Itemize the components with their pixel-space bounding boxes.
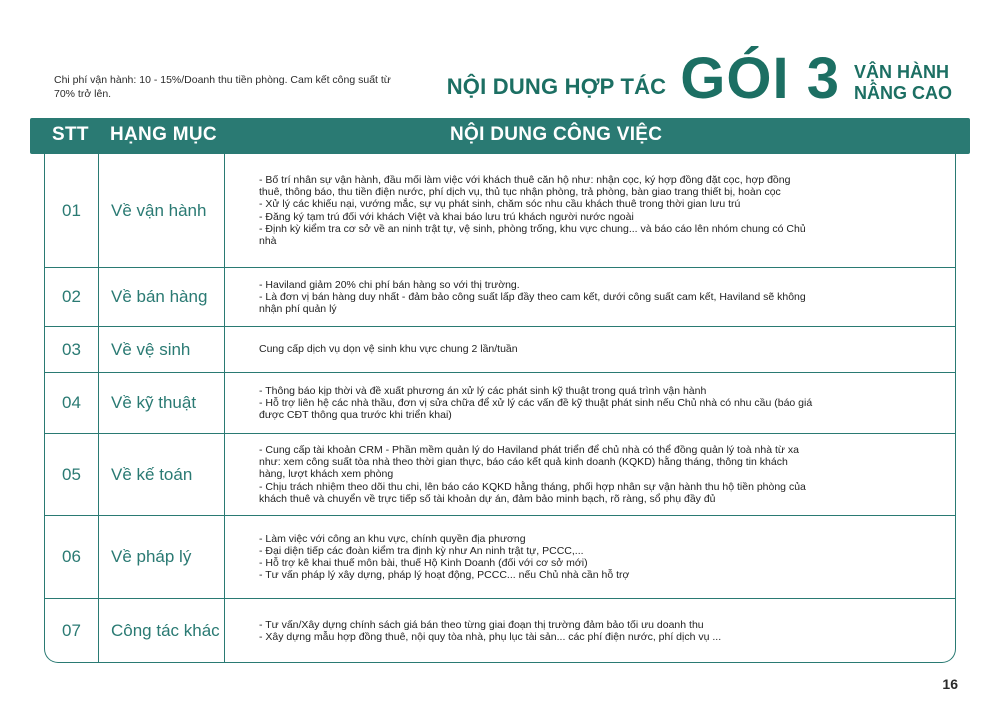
title-sub-line2: NÂNG CAO [854, 83, 952, 103]
row-category: Công tác khác [99, 599, 225, 663]
content-line: - Tư vấn pháp lý xây dựng, pháp lý hoạt động, PCCC... nếu Chủ nhà cần hỗ trợ [259, 569, 630, 582]
table-row [45, 434, 955, 516]
row-category: Về vận hành [99, 154, 225, 267]
content-line: - Hỗ trợ liên hệ các nhà thầu, đơn vị sửa chữa để xử lý các vấn đề kỹ thuật phát sinh nếu Chủ nhà có nhu cầu (báo giá [259, 396, 813, 409]
row-category: Về bán hàng [99, 268, 225, 326]
content-line: - Xây dựng mẫu hợp đồng thuê, nội quy tòa nhà, phụ lục tài sản... các phí điện nước, phí dịch vụ ... [259, 631, 722, 643]
row-stt: 01 [45, 154, 99, 267]
row-content [225, 599, 956, 663]
row-content [225, 268, 956, 326]
row-content [225, 373, 956, 433]
content-line: - Đăng ký tạm trú đối với khách Việt và khai báo lưu trú khách người nước ngoài [259, 210, 634, 223]
header-stt: STT [52, 124, 89, 145]
row-stt: 05 [45, 434, 99, 515]
row-category: Về pháp lý [99, 516, 225, 598]
content-line: như: xem công suất tòa nhà theo thời gian thực, báo cáo kết quả kinh doanh (KQKD) hằng tháng, thông tin khách [259, 456, 788, 469]
table-row [45, 516, 955, 599]
content-line: - Thông báo kịp thời và đề xuất phương án xử lý các phát sinh kỹ thuật trong quá trình vận hành [259, 384, 707, 397]
cost-note: Chi phí vận hành: 10 - 15%/Doanh thu tiền phòng. Cam kết công suất từ 70% trở lên. [54, 74, 391, 100]
content-line: - Định kỳ kiểm tra cơ sở về an ninh trật tự, vệ sinh, phòng trống, khu vực chung... và báo cáo lên nhóm chung có Chủ [259, 222, 806, 235]
table-row [45, 373, 955, 434]
table-header [30, 118, 970, 154]
title-subtitle [854, 62, 952, 104]
content-line: - Tư vấn/Xây dựng chính sách giá bán theo từng giai đoạn thị trường đảm bảo tối ưu doanh thu [259, 618, 704, 631]
page-title [446, 46, 952, 111]
title-package: GÓI 3 [680, 46, 840, 111]
content-line: được CĐT thông qua trước khi triển khai) [259, 409, 452, 422]
table-row [45, 599, 955, 663]
header-content: NỘI DUNG CÔNG VIỆC [450, 124, 663, 145]
content-line: hàng, lượt khách xem phòng [259, 468, 394, 481]
row-category: Về vệ sinh [99, 327, 225, 372]
row-category: Về kỹ thuật [99, 373, 225, 433]
table-body [44, 154, 956, 663]
page-number: 16 [942, 676, 958, 692]
content-line: thuê, thông báo, thu tiền điện nước, phí dịch vụ, thủ tục nhận phòng, trả phòng, bàn giao trang thiết bị, hoàn cọc [259, 186, 781, 199]
title-sub-line1: VẬN HÀNH [854, 62, 950, 82]
row-stt: 04 [45, 373, 99, 433]
row-stt: 02 [45, 268, 99, 326]
content-line: - Hỗ trợ kê khai thuế môn bài, thuế Hộ Kinh Doanh (đối với cơ sở mới) [259, 557, 588, 569]
table-row [45, 268, 955, 327]
content-line: Cung cấp dịch vụ dọn vệ sinh khu vực chung 2 lần/tuần [259, 343, 518, 356]
title-main: NỘI DUNG HỢP TÁC [446, 74, 667, 99]
row-stt: 07 [45, 599, 99, 663]
content-line: nhà [259, 234, 277, 247]
row-content [225, 434, 956, 515]
services-table [30, 118, 970, 664]
content-line: - Làm việc với công an khu vực, chính quyền địa phương [259, 532, 526, 545]
content-line: - Cung cấp tài khoản CRM - Phần mềm quản lý do Haviland phát triển để chủ nhà có thể đồng quản lý toà nhà từ xa [259, 443, 799, 456]
content-line: nhận phí quản lý [259, 303, 337, 316]
row-stt: 03 [45, 327, 99, 372]
row-content [225, 327, 956, 372]
content-line: - Xử lý các khiếu nại, vướng mắc, sự vụ phát sinh, chăm sóc nhu cầu khách thuê trong thời gian lưu trú [259, 198, 741, 211]
row-content [225, 516, 956, 598]
header-category: HẠNG MỤC [110, 124, 217, 145]
row-stt: 06 [45, 516, 99, 598]
table-row [45, 154, 955, 268]
content-line: - Là đơn vị bán hàng duy nhất - đảm bảo công suất lấp đầy theo cam kết, dưới công suất cam kết, Haviland sẽ không [259, 290, 806, 303]
table-row [45, 327, 955, 373]
row-category: Về kế toán [99, 434, 225, 515]
content-line: khách thuê và chuyển về trực tiếp số tài khoản dự án, đảm bảo minh bạch, rõ ràng, sổ phụ đầy đủ [259, 492, 716, 505]
row-content [225, 154, 956, 267]
content-line: - Chịu trách nhiệm theo dõi thu chi, lên báo cáo KQKD hằng tháng, phối hợp nhân sự vận hành thu hộ tiền phòng của [259, 480, 806, 493]
content-line: - Đại diện tiếp các đoàn kiểm tra định kỳ như An ninh trật tự, PCCC,... [259, 544, 584, 557]
content-line: - Bố trí nhân sự vận hành, đầu mối làm việc với khách thuê căn hộ như: nhận cọc, ký hợp đồng đặt cọc, hợp đồng [259, 173, 791, 186]
content-line: - Haviland giảm 20% chi phí bán hàng so với thị trường. [259, 278, 520, 291]
